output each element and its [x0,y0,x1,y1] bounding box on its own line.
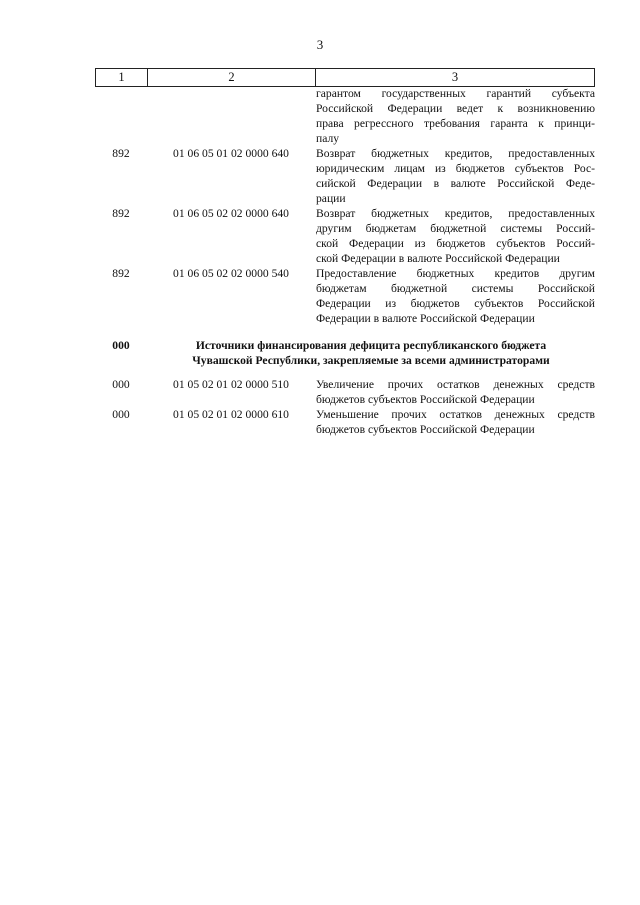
admin-code: 000 [112,378,130,391]
section-title-line: Чувашской Республики, закрепляемые за всеми администраторами [192,354,550,367]
desc-line: права регрессного требования гаранта к принци- [316,117,595,130]
desc-line: Возврат бюджетных кредитов, предоставленных [316,147,595,160]
admin-code: 892 [112,147,130,160]
continuation-text [315,86,595,146]
page-number: 3 [316,37,324,52]
column-header-2: 2 [148,69,316,86]
budget-code: 01 06 05 02 02 0000 640 [173,207,289,220]
table-row [95,146,595,206]
admin-code: 892 [112,207,130,220]
description [315,146,595,206]
continuation-row [95,86,595,146]
admin-code: 000 [112,339,130,352]
section-title-line: Источники финансирования дефицита республиканского бюджета [195,339,547,352]
table-row [95,206,595,266]
table-header-row [95,68,595,87]
desc-line: бюджетов субъектов Российской Федерации [316,423,535,436]
admin-code: 000 [112,408,130,421]
description [315,407,595,437]
budget-sources-table [95,68,595,437]
description [315,206,595,266]
budget-code: 01 06 05 02 02 0000 540 [173,267,289,280]
desc-line: Российской Федерации ведет к возникновению [316,102,595,115]
desc-line: другим бюджетам бюджетной системы Россий- [316,222,595,235]
desc-line: гарантом государственных гарантий субъекта [316,87,595,100]
budget-code: 01 06 05 01 02 0000 640 [173,147,289,160]
desc-line: Предоставление бюджетных кредитов другим [316,267,595,280]
description [315,377,595,407]
column-header-3: 3 [451,70,459,84]
desc-line: рации [316,192,346,205]
table-row [95,266,595,326]
budget-code: 01 05 02 01 02 0000 510 [173,378,289,391]
budget-code: 01 05 02 01 02 0000 610 [173,408,289,421]
desc-line: бюджетам бюджетной системы Российской [316,282,595,295]
section-heading-row [95,338,595,368]
desc-line: Увеличение прочих остатков денежных средств [316,378,595,391]
desc-line: ской Федерации в валюте Российской Федерации [316,252,560,265]
desc-line: сийской Федерации в валюте Российской Феде- [316,177,595,190]
desc-line: палу [316,132,340,145]
desc-line: юридическим лицам из бюджетов субъектов Рос- [316,162,595,175]
column-header-1: 1 [96,69,148,86]
desc-line: бюджетов субъектов Российской Федерации [316,393,535,406]
desc-line: Федерации из бюджетов субъектов Российской [316,297,595,310]
desc-line: ской Федерации из бюджетов субъектов Россий- [316,237,595,250]
section-title [147,338,595,368]
desc-line: Возврат бюджетных кредитов, предоставленных [316,207,595,220]
table-row [95,407,595,437]
desc-line: Федерации в валюте Российской Федерации [316,312,535,325]
admin-code: 892 [112,267,130,280]
description [315,266,595,326]
desc-line: Уменьшение прочих остатков денежных средств [316,408,595,421]
table-row [95,377,595,407]
